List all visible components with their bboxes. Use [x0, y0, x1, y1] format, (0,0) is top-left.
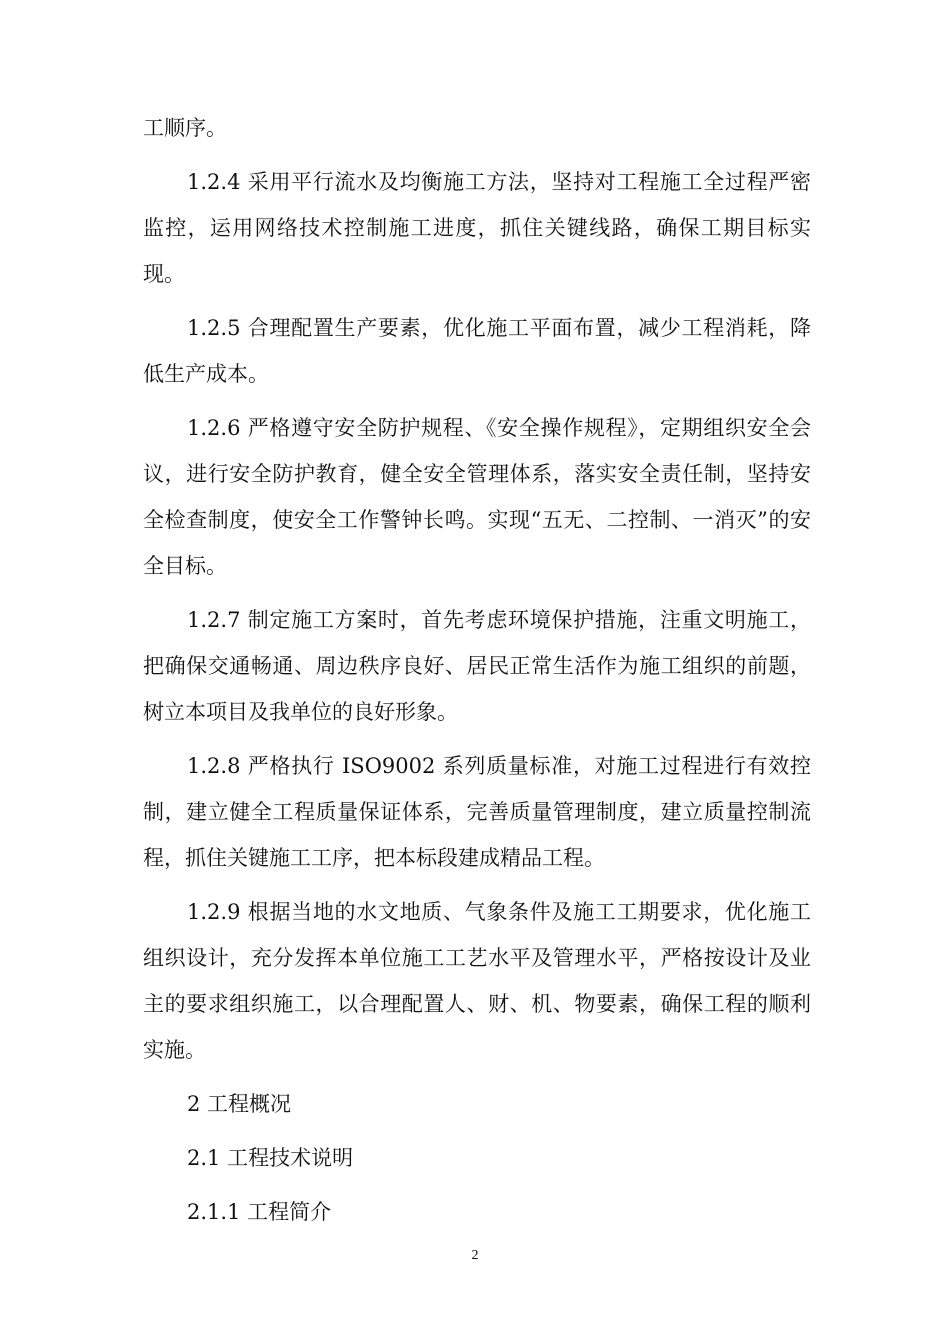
section-heading-2: 2 工程概况 — [187, 1092, 292, 1116]
paragraph-1-2-9: 1.2.9 根据当地的水文地质、气象条件及施工工期要求，优化施工组织设计，充分发挥本单位施工工艺水平及管理水平，严格按设计及业主的要求组织施工，以合理配置人、财、机、物要素，确保工程的顺利实施。 — [143, 900, 811, 1062]
paragraph-1-2-7: 1.2.7 制定施工方案时，首先考虑环境保护措施，注重文明施工，把确保交通畅通、周边秩序良好、居民正常生活作为施工组织的前题，树立本项目及我单位的良好形象。 — [143, 608, 811, 724]
section-heading-2-1-1: 2.1.1 工程简介 — [187, 1200, 332, 1224]
paragraph-1-2-5: 1.2.5 合理配置生产要素，优化施工平面布置，减少工程消耗，降低生产成本。 — [143, 316, 811, 386]
section-heading-2-1: 2.1 工程技术说明 — [187, 1146, 354, 1170]
paragraph-continuation: 工顺序。 — [143, 116, 227, 140]
paragraph-1-2-8: 1.2.8 严格执行 ISO9002 系列质量标准，对施工过程进行有效控制，建立健全工程质量保证体系，完善质量管理制度，建立质量控制流程，抓住关键施工工序，把本标段建成精品工程。 — [143, 754, 811, 870]
page-number: 2 — [471, 1248, 479, 1263]
paragraph-1-2-6: 1.2.6 严格遵守安全防护规程、《安全操作规程》，定期组织安全会议，进行安全防护教育，健全安全管理体系，落实安全责任制，坚持安全检查制度，使安全工作警钟长鸣。实现“五无、二控制、一消灭”的安全目标。 — [143, 416, 811, 578]
document-body — [143, 105, 811, 1243]
paragraph-1-2-4: 1.2.4 采用平行流水及均衡施工方法，坚持对工程施工全过程严密监控，运用网络技术控制施工进度，抓住关键线路，确保工期目标实现。 — [143, 170, 811, 286]
